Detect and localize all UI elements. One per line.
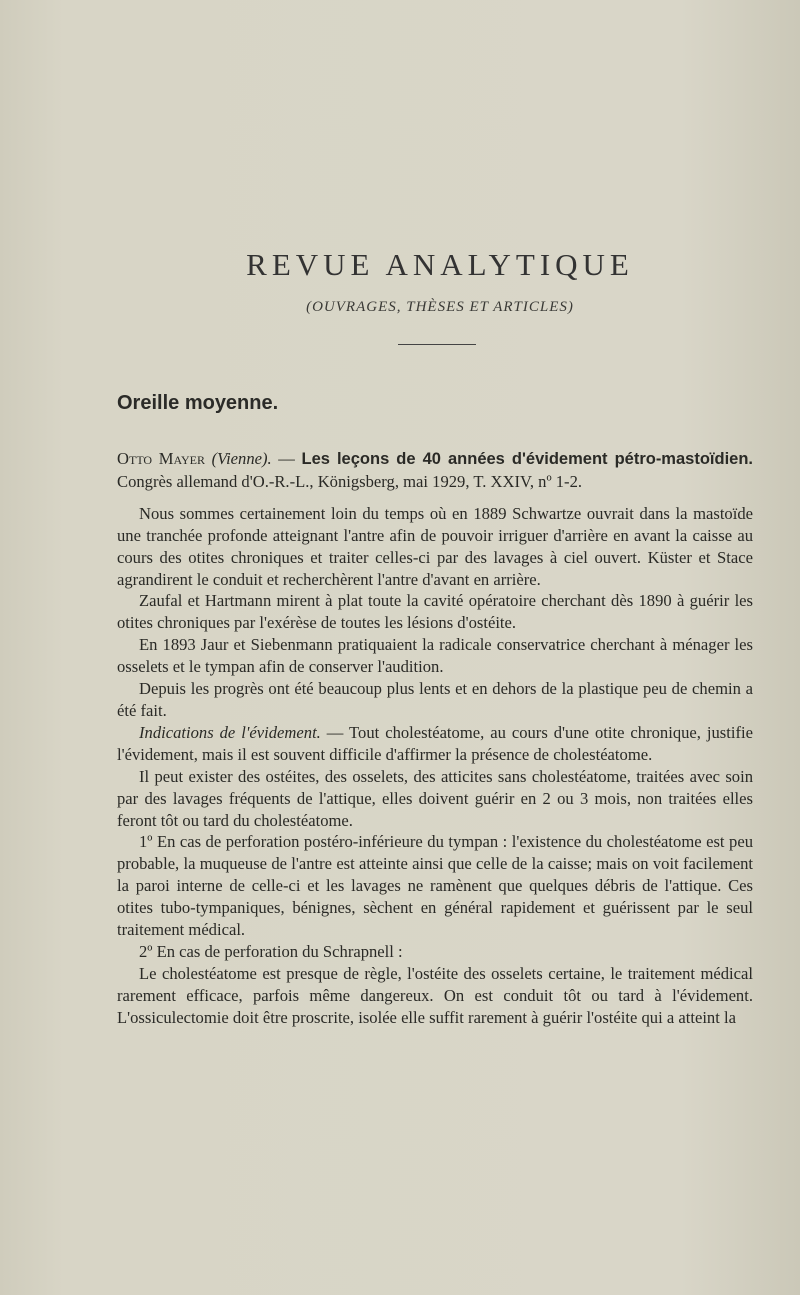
section-heading: Oreille moyenne. <box>117 392 279 414</box>
reference-title: Les leçons de 40 années d'évidement pétro-mastoïdien. <box>301 450 753 468</box>
page-title: REVUE ANALYTIQUE <box>246 247 634 282</box>
reference-dash: — <box>271 449 302 468</box>
indications-text: — Tout cholestéatome, au cours d'une otite chronique, justifie l'évidement, mais il est souvent difficile d'affirmer la présence de cholestéatome. <box>117 722 753 764</box>
paragraph: Le cholestéatome est presque de règle, l'ostéite des osselets certaine, le traitement médical rarement efficace, parfois même dangereux. On est conduit tôt ou tard à l'évidement. L'ossiculectomie doit être proscrite, isolée elle suffit rarement à guérir l'ostéite qui a atteint la <box>117 963 753 1027</box>
indications-label: Indications de l'évidement. <box>139 722 321 742</box>
paragraph: 1º En cas de perforation postéro-inférieure du tympan : l'existence du cholestéatome est peu probable, la muqueuse de l'antre est atteinte ainsi que celle de la caisse; mais on voit facilement la paroi interne de celle-ci et les lavages ne ramènent que quelques débris de l'attique. Ces otites tubo-tympaniques, bénignes, sèchent en général rapidement et guérissent par le seul traitement médical. <box>117 832 753 940</box>
reference-location: (Vienne). <box>211 449 272 468</box>
reference-source: Congrès allemand d'O.-R.-L., Königsberg, mai 1929, T. XXIV, nº 1-2. <box>117 471 583 491</box>
page-subtitle: (OUVRAGES, THÈSES ET ARTICLES) <box>306 299 574 315</box>
reference-author: Otto Mayer <box>117 449 206 468</box>
article-body <box>117 448 753 1029</box>
reference-entry <box>117 448 753 493</box>
divider <box>398 344 476 345</box>
paragraph: Zaufal et Hartmann mirent à plat toute la cavité opératoire cherchant dès 1890 à guérir les otites chroniques par l'exérèse de toutes les lésions d'ostéite. <box>117 591 753 633</box>
paragraph: 2º En cas de perforation du Schrapnell : <box>139 941 403 961</box>
paragraph-indications <box>117 722 753 766</box>
paragraph: Il peut exister des ostéites, des osselets, des atticites sans cholestéatome, traitées avec soin par des lavages fréquents de l'attique, elles doivent guérir en 2 ou 3 mois, non traitées elles feront tôt ou tard du cholestéatome. <box>117 766 753 830</box>
paragraph: Depuis les progrès ont été beaucoup plus lents et en dehors de la plastique peu de chemin a été fait. <box>117 679 753 720</box>
paragraph: Nous sommes certainement loin du temps où en 1889 Schwartze ouvrait dans la mastoïde une tranchée profonde atteignant l'antre afin de pouvoir irriguer d'arrière en avant la caisse au cours des otites chroniques et traiter celles-ci par des lavages à ciel ouvert. Küster et Stace agrandirent le conduit et recherchèrent l'antre d'avant en arrière. <box>117 503 753 589</box>
paragraph: En 1893 Jaur et Siebenmann pratiquaient la radicale conservatrice cherchant à ménager les osselets et le tympan afin de conserver l'audition. <box>117 635 753 677</box>
